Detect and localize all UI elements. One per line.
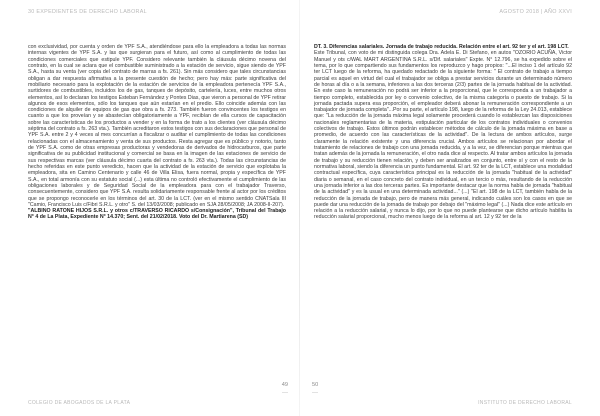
left-page-number: 49 (281, 382, 288, 388)
right-body-text (314, 44, 572, 221)
left-body-text (28, 44, 286, 221)
right-page-number-rule (312, 392, 318, 393)
left-running-header: 30 EXPEDIENTES DE DERECHO LABORAL (28, 9, 147, 15)
right-running-footer: INSTITUTO DE DERECHO LABORAL (478, 400, 572, 406)
left-paragraph: con exclusividad, por cuenta y orden de YPF S.A., atendiéndose para ello la empleadora a todas las normas internas vigentes de YPF S.A. y las que surgieran para el futuro, así como al cumplimiento de todas las condiciones comerciales que estipule YPF. Considero relevante también la cláusula décimo novena del contrato, en la cual se aclara que el combustible suministrado a la estación de servicio, sigue siendo de YPF S.A., hasta su venta (ver copia del contrato de marras a fs. 261). Sin más considero que tales circunstancias obligan a dar respuesta afirmativa a la presente cuestión de hecho; pero hay más: parte significativa del mobiliario necesario para la explotación de la estación de servicios de la empleadora pertenecía YPF S.A., surtidores de combustibles, incluidos los de gas, tanques de depósito, cartelería, luces, entre muchos otros elementos, así lo declaran los testigos Esteban Fernández y Pontes Dias, que vieron a personal de YPF retirar algunos de esos elementos, sólo los tanques que aún estarían en el predio. Ello coincide además con las condiciones de alquiler de equipos de gas que obra a fs. 273. También fueron convincentes los testigos en cuanto a que los proveían y se abastecían obligatoriamente a YPF, recibían de ella cursos de capacitación sobre las características de los productos a vender y en la forma de trato a los clientes (ver cláusula décimo séptima del contrato a fs. 263 vta.). También acreditaron estos testigos con sus declaraciones que personal de YPF S.A. entre 2 y 4 veces al mes concurrían a fiscalizar o auditar el cumplimiento de todas las condiciones relacionadas con el almacenamiento y venta de sus productos. Resta agregar que es público y notorio, tanto de YPF S.A. como de otras empresas productoras y vendedoras de derivados de hidrocarburos, que parte significativa de su publicidad institucional y comercial se basa en la imagen de las estaciones de servicio de sus respectivas marcas (ver cláusula décimo cuarta del contrato a fs. 263 vta.). Todas las circunstancias de hecho referidas en este punto veredicto, hacen que la actividad de la estación de servicio que explotaba la empleadora, sita en Camino Centenario y calle 46 de Villa Elisa, fuera normal, propia y específica de YPF S.A., en total armonía con su estatuto social (...) esta última no controló efectivamente el cumplimiento de las obligaciones laborales y de Seguridad Social de la empleadora para con el trabajador Traverso, consecuentemente, considero que YPF S.A. resulta solidariamente responsable frente al actor por los créditos que se propongo reconocerle en los términos del art. 30 de la LCT. (ver en el mismo sentido CNATSala III "Camio, Francisco Luis c/Fibri S.R.L. y otro" S. del 13/03/2008; publicado en SJA 28/05/2008; JA 2008-II-207). (28, 44, 286, 208)
right-running-header: AGOSTO 2018 | AÑO XXVI (499, 9, 572, 15)
left-running-footer: COLEGIO DE ABOGADOS DE LA PLATA (28, 400, 131, 406)
section-heading: DT. 3. Diferencias salariales. Jornada de trabajo reducida. Relación entre el art. 92 ter y el art. 198 LCT. (314, 44, 569, 50)
right-paragraph: Este Tribunal, con voto de mi distinguida colega Dra. Adela E. Di Stefano, en autos "OZORIO ACUÑA, Victor Manuel y ots c/WAL MART ARGENTINA S.R.L. s/Dif. salariales" Expte. N° 12.796, se ha expedido sobre el tema, por lo que compartiendo sus fundamentos los reproduzco y hago propios: "...El inciso 1 del artículo 92 ter LCT luego de la reforma, ha quedado redactado de la siguiente forma: " El contrato de trabajo a tiempo parcial es aquel en virtud del cual el trabajador se obliga a prestar servicios durante un determinado número de horas al día o a la semana, inferiores a las dos terceras (2/3) partes de la jornada habitual de la actividad. En este caso la remuneración no podrá ser inferior a la proporcional, que le corresponda a un trabajador a tiempo completo, establecida por ley o convenio colectivo, de la misma categoría o puesto de trabajo. Si la jornada pactada supera esa proporción, el empleador deberá abonar la remuneración correspondiente a un trabajador de jornada completa"...Por su parte, el artículo 198, luego de la reforma de la Ley 24.013, establece que: "La reducción de la jornada máxima legal solamente procederá cuando lo establezcan las disposiciones nacionales reglamentarias de la materia, estipulación particular de los contratos individuales o convenios colectivos de trabajo. Estos últimos podrán establecer métodos de cálculo de la jornada máxima en base a promedio, de acuerdo con las características de la actividad". De la lectura de ambos artículos, surge claramente la relación existente y una diferencia crucial. Ambos artículos se relacionan por abordar el tratamiento de relaciones de trabajo con una jornada reducida, y a la vez, se diferencian porque mientras que tratan además de la jornada la remuneración, el otro nada dice al respecto. Al tratar ambos artículos la jornada de trabajo y su reducción tienen relación, y deben ser analizados en conjunto, entre sí y con el resto de la normativa laboral, siendo la diferencia un punto fundamental. El art. 92 ter de la LCT, establece una modalidad contractual específica, cuya característica principal es la reducción de la jornada "habitual de la actividad" diaria o semanal, en el caso concreto del contrato individual, en un tercio o más, resultando de la reducción una jornada inferior a las dos terceras partes. Es importante destacar que la norma habla de jornada "habitual de la actividad" y es la usual en una determinada actividad..." (...) "El art. 198 de la LCT, también habla de la reducción de la jornada de trabajo, pero de manera más general, indicando cuáles son los casos en que se puede dar una reducción de la jornada de trabajo por debajo del "máximo legal" (...) Nada dice este artículo en relación a la reducción salarial, y nunca lo dijo, por lo que no puede plantearse que dicho artículo habilita la reducción salarial proporcional, mucho menos luego de la reforma al art. 12 y 92 ter de la (314, 50, 572, 221)
case-citation: "ALBINO RATONE HIJOS S.R.L. y otros c/TRAVERSO RICARDO s/Consignación", Tribunal del Trabajo N° 4 de La Plata, Expediente N° 14.370; Sent. del 21/02/2018. Voto del Dr. Martiarena (SD) (28, 208, 286, 221)
right-page (300, 0, 600, 416)
left-page-number-rule (282, 392, 288, 393)
right-page-number: 50 (312, 382, 319, 388)
